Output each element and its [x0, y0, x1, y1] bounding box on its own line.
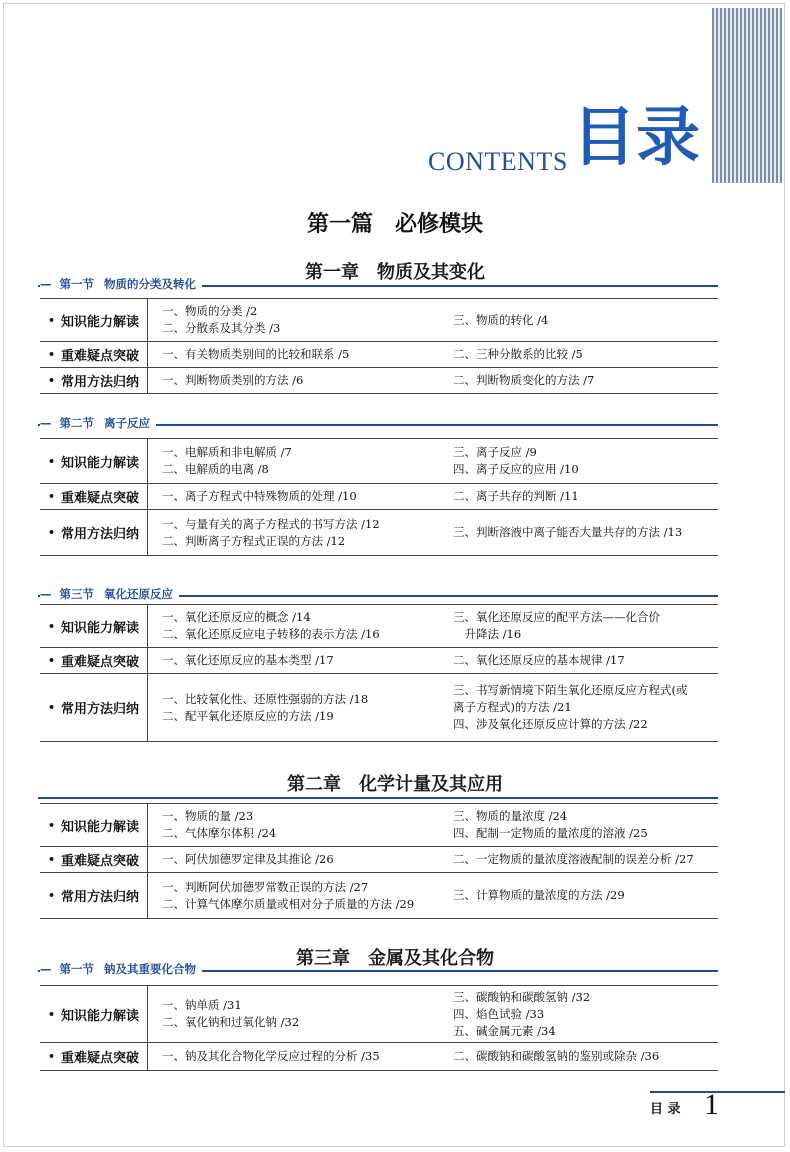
entries-right [453, 847, 718, 872]
chapter-title: 第二章 化学计量及其应用 [287, 774, 503, 795]
table-row [40, 438, 718, 484]
toc-entry[interactable]: 升降法 /16 [453, 627, 522, 641]
table-row [40, 298, 718, 342]
toc-entry[interactable]: 一、有关物质类别间的比较和联系 /5 [162, 347, 350, 361]
toc-entry[interactable]: 一、判断物质类别的方法 /6 [162, 373, 304, 387]
table-row [40, 484, 718, 510]
toc-entry[interactable]: 二、一定物质的量浓度溶液配制的误差分析 /27 [453, 852, 694, 866]
table-row [40, 1043, 718, 1071]
toc-entry[interactable]: 一、与量有关的离子方程式的书写方法 /12 [162, 516, 380, 531]
row-label: • 重难疑点突破 [40, 342, 148, 367]
toc-table [40, 438, 718, 556]
entries-right [453, 986, 718, 1042]
row-label: • 知识能力解读 [40, 605, 148, 647]
entries-right [453, 342, 718, 367]
divider [38, 797, 718, 799]
entries-right [453, 873, 718, 918]
row-label: • 知识能力解读 [40, 299, 148, 341]
toc-entry[interactable]: 四、离子反应的应用 /10 [453, 462, 579, 476]
toc-entry[interactable]: 二、计算气体摩尔质量或相对分子质量的方法 /29 [162, 896, 415, 911]
toc-entry[interactable]: 二、分散系及其分类 /3 [162, 321, 281, 335]
mulu-heading: 目录 [572, 101, 700, 175]
toc-entry[interactable]: 三、物质的量浓度 /24 [453, 809, 568, 823]
row-label: • 常用方法归纳 [40, 873, 148, 918]
toc-entry[interactable]: 三、判断溶液中离子能否大量共存的方法 /13 [453, 525, 683, 539]
row-label: • 知识能力解读 [40, 439, 148, 483]
table-row [40, 985, 718, 1043]
toc-entry[interactable]: 三、物质的转化 /4 [453, 312, 549, 327]
toc-entry[interactable]: 三、碳酸钠和碳酸氢钠 /32 [453, 989, 591, 1004]
toc-entry[interactable]: 四、涉及氧化还原反应计算的方法 /22 [453, 717, 648, 731]
toc-entry[interactable]: 五、碱金属元素 /34 [453, 1023, 556, 1038]
toc-entry[interactable]: 二、判断离子方程式正误的方法 /12 [162, 533, 346, 548]
entries-left [162, 439, 447, 483]
section-heading: — 第一节 钠及其重要化合物 [40, 961, 202, 977]
table-row [40, 342, 718, 368]
section-heading: — 第二节 离子反应 [40, 415, 156, 431]
row-label: • 重难疑点突破 [40, 648, 148, 673]
page-number: 1 [704, 1088, 719, 1121]
entries-left [162, 873, 447, 918]
entries-left [162, 804, 447, 846]
entries-left [162, 342, 447, 367]
toc-entry[interactable]: 一、阿伏加德罗定律及其推论 /26 [162, 852, 334, 866]
decorative-stripe [712, 8, 782, 183]
entries-left [162, 368, 447, 393]
table-row [40, 510, 718, 556]
chapter-title: 第三章 金属及其化合物 [296, 948, 494, 969]
section-heading: — 第三节 氧化还原反应 [40, 586, 179, 602]
table-row [40, 873, 718, 919]
contents-heading: CONTENTS [428, 147, 568, 176]
entries-right [453, 804, 718, 846]
toc-entry[interactable]: 二、气体摩尔体积 /24 [162, 826, 277, 840]
toc-entry[interactable]: 一、判断阿伏加德罗常数正误的方法 /27 [162, 879, 369, 894]
entries-right [453, 368, 718, 393]
toc-entry[interactable]: 四、配制一定物质的量浓度的溶液 /25 [453, 826, 648, 840]
table-row [40, 847, 718, 873]
toc-entry[interactable]: 一、离子方程式中特殊物质的处理 /10 [162, 489, 357, 503]
entries-right [453, 299, 718, 341]
row-label: • 重难疑点突破 [40, 484, 148, 509]
toc-entry[interactable]: 二、碳酸钠和碳酸氢钠的鉴别或除杂 /36 [453, 1049, 660, 1063]
row-label: • 常用方法归纳 [40, 510, 148, 555]
toc-entry[interactable]: 二、氧化还原反应电子转移的表示方法 /16 [162, 627, 380, 641]
row-label: • 知识能力解读 [40, 986, 148, 1042]
entries-right [453, 484, 718, 509]
toc-entry[interactable]: 离子方程式)的方法 /21 [453, 700, 572, 714]
row-label: • 重难疑点突破 [40, 1043, 148, 1070]
entries-left [162, 674, 447, 741]
toc-table [40, 803, 718, 919]
table-row [40, 674, 718, 742]
entries-left [162, 605, 447, 647]
toc-entry[interactable]: 四、焰色试验 /33 [453, 1006, 545, 1021]
toc-entry[interactable]: 一、氧化还原反应的基本类型 /17 [162, 653, 334, 667]
row-label: • 常用方法归纳 [40, 674, 148, 741]
row-label: • 知识能力解读 [40, 804, 148, 846]
toc-entry[interactable]: 一、比较氧化性、还原性强弱的方法 /18 [162, 691, 369, 706]
entries-left [162, 648, 447, 673]
table-row [40, 648, 718, 674]
toc-entry[interactable]: 一、钠及其化合物化学反应过程的分析 /35 [162, 1049, 380, 1063]
toc-entry[interactable]: 二、氧化钠和过氧化钠 /32 [162, 1015, 300, 1029]
entries-left [162, 847, 447, 872]
entries-right [453, 439, 718, 483]
toc-entry[interactable]: 三、计算物质的量浓度的方法 /29 [453, 888, 625, 902]
entries-left [162, 1043, 447, 1070]
toc-entry[interactable]: 一、物质的量 /23 [162, 809, 254, 823]
entries-left [162, 986, 447, 1042]
entries-left [162, 484, 447, 509]
toc-entry[interactable]: 三、书写新情境下陌生氧化还原反应方程式(或 [453, 683, 688, 697]
toc-entry[interactable]: 二、氧化还原反应的基本规律 /17 [453, 653, 625, 667]
entries-right [453, 648, 718, 673]
entries-right [453, 510, 718, 555]
toc-entry[interactable]: 一、物质的分类 /2 [162, 304, 258, 318]
section-heading: — 第一节 物质的分类及转化 [40, 276, 202, 292]
toc-table [40, 604, 718, 742]
entries-right [453, 674, 718, 741]
toc-table [40, 298, 718, 394]
entries-right [453, 1043, 718, 1070]
entries-right [453, 605, 718, 647]
toc-entry[interactable]: 三、离子反应 /9 [453, 445, 537, 459]
part-title: 第一篇 必修模块 [306, 212, 483, 237]
toc-entry[interactable]: 二、离子共存的判断 /11 [453, 489, 579, 503]
row-label: • 常用方法归纳 [40, 368, 148, 393]
toc-entry[interactable]: 一、氧化还原反应的概念 /14 [162, 610, 311, 624]
toc-entry[interactable]: 一、电解质和非电解质 /7 [162, 445, 292, 459]
toc-entry[interactable]: 二、电解质的电离 /8 [162, 462, 269, 476]
entries-left [162, 299, 447, 341]
toc-entry[interactable]: 二、配平氧化还原反应的方法 /19 [162, 708, 334, 723]
table-row [40, 803, 718, 847]
toc-table [40, 985, 718, 1071]
toc-entry[interactable]: 二、三种分散系的比较 /5 [453, 347, 583, 361]
entries-left [162, 510, 447, 555]
table-row [40, 604, 718, 648]
footer-label: 目 录 [650, 1102, 681, 1117]
chapter-title: 第一章 物质及其变化 [305, 262, 485, 283]
table-row [40, 368, 718, 394]
row-label: • 重难疑点突破 [40, 847, 148, 872]
toc-entry[interactable]: 三、氧化还原反应的配平方法——化合价 [453, 610, 660, 624]
toc-entry[interactable]: 二、判断物质变化的方法 /7 [453, 373, 595, 387]
toc-entry[interactable]: 一、钠单质 /31 [162, 998, 242, 1012]
